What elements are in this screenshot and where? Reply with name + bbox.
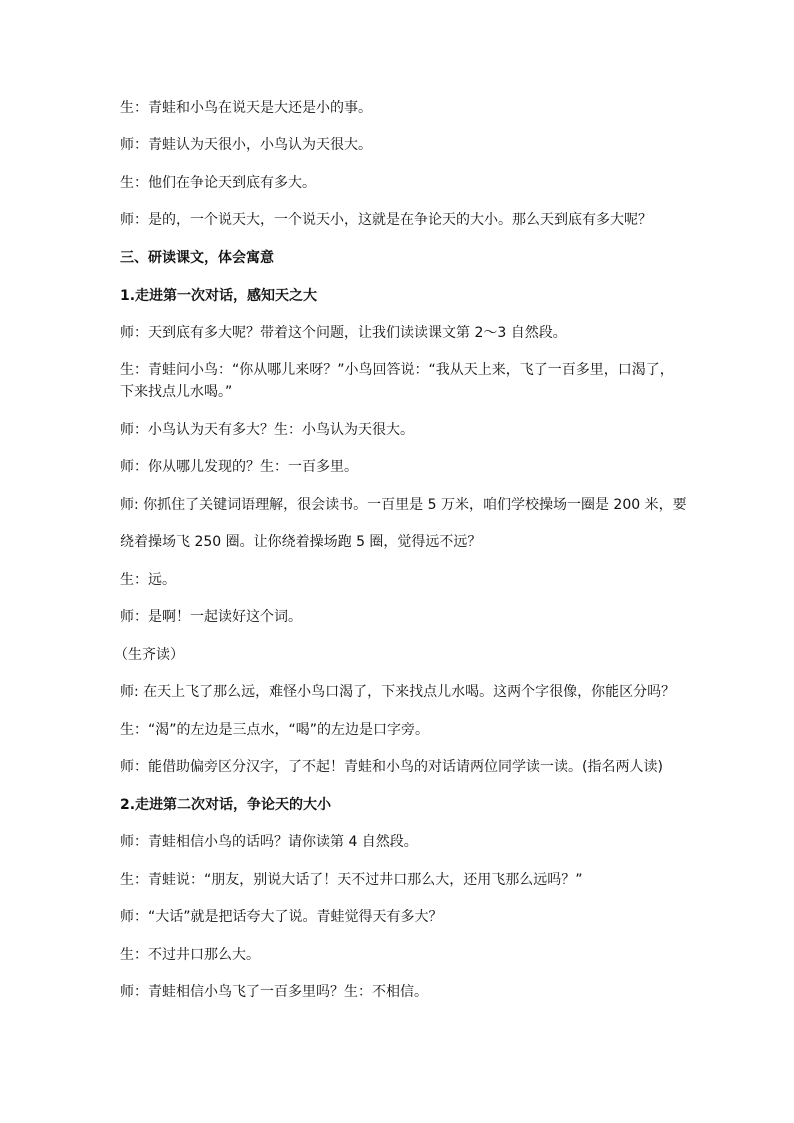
paragraph-line: 师：青蛙相信小鸟飞了一百多里吗？生：不相信。 (120, 984, 428, 1000)
paragraph-line: 师：小鸟认为天有多大？生：小鸟认为天很大。 (120, 422, 414, 438)
paragraph-line: 生：青蛙说：“朋友，别说大话了！天不过井口那么大，还用飞那么远吗？” (120, 872, 583, 888)
paragraph-line: （生齐读） (114, 647, 184, 663)
paragraph-line: 师：“大话”就是把话夸大了说。青蛙觉得天有多大？ (120, 909, 443, 925)
paragraph-line: 绕着操场飞 250 圈。让你绕着操场跑 5 圈，觉得远不远？ (120, 534, 482, 550)
paragraph-line: 生：他们在争论天到底有多大。 (120, 175, 316, 191)
paragraph-line: 师：天到底有多大呢？带着这个问题，让我们读读课文第 2～3 自然段。 (120, 325, 567, 341)
paragraph-line: 师：青蛙认为天很小，小鸟认为天很大。 (120, 137, 372, 153)
paragraph-line: 生：不过井口那么大。 (120, 947, 260, 963)
paragraph-line: 师: 你抓住了关键词语理解，很会读书。一百里是 5 万米，咱们学校操场一圈是 200 米，要 (120, 497, 687, 513)
section-heading: 三、研读课文，体会寓意 (120, 250, 274, 266)
paragraph-line: 生：青蛙和小鸟在说天是大还是小的事。 (120, 100, 372, 116)
paragraph-line: 生：青蛙问小鸟：“你从哪儿来呀？”小鸟回答说：“我从天上来，飞了一百多里，口渴了， (120, 362, 674, 378)
paragraph-line: 师: 在天上飞了那么远，难怪小鸟口渴了，下来找点儿水喝。这两个字很像，你能区分吗？ (120, 684, 676, 700)
paragraph-line: 师：是啊！一起读好这个词。 (120, 609, 302, 625)
subsection-heading: 1.走进第一次对话，感知天之大 (120, 288, 318, 304)
paragraph-line: 师：能借助偏旁区分汉字，了不起！青蛙和小鸟的对话请两位同学读一读。(指名两人读) (120, 759, 663, 775)
subsection-heading: 2.走进第二次对话，争论天的大小 (120, 797, 332, 813)
paragraph-line: 师：是的，一个说天大，一个说天小，这就是在争论天的大小。那么天到底有多大呢？ (120, 212, 652, 228)
paragraph-line: 生：“渴”的左边是三点水，“喝”的左边是口字旁。 (120, 722, 430, 738)
paragraph-line: 师：青蛙相信小鸟的话吗？请你读第 4 自然段。 (120, 834, 418, 850)
paragraph-line: 生：远。 (120, 572, 176, 588)
paragraph-line: 师：你从哪儿发现的？生：一百多里。 (120, 459, 358, 475)
paragraph-line-continuation: 下来找点儿水喝。” (120, 384, 233, 400)
